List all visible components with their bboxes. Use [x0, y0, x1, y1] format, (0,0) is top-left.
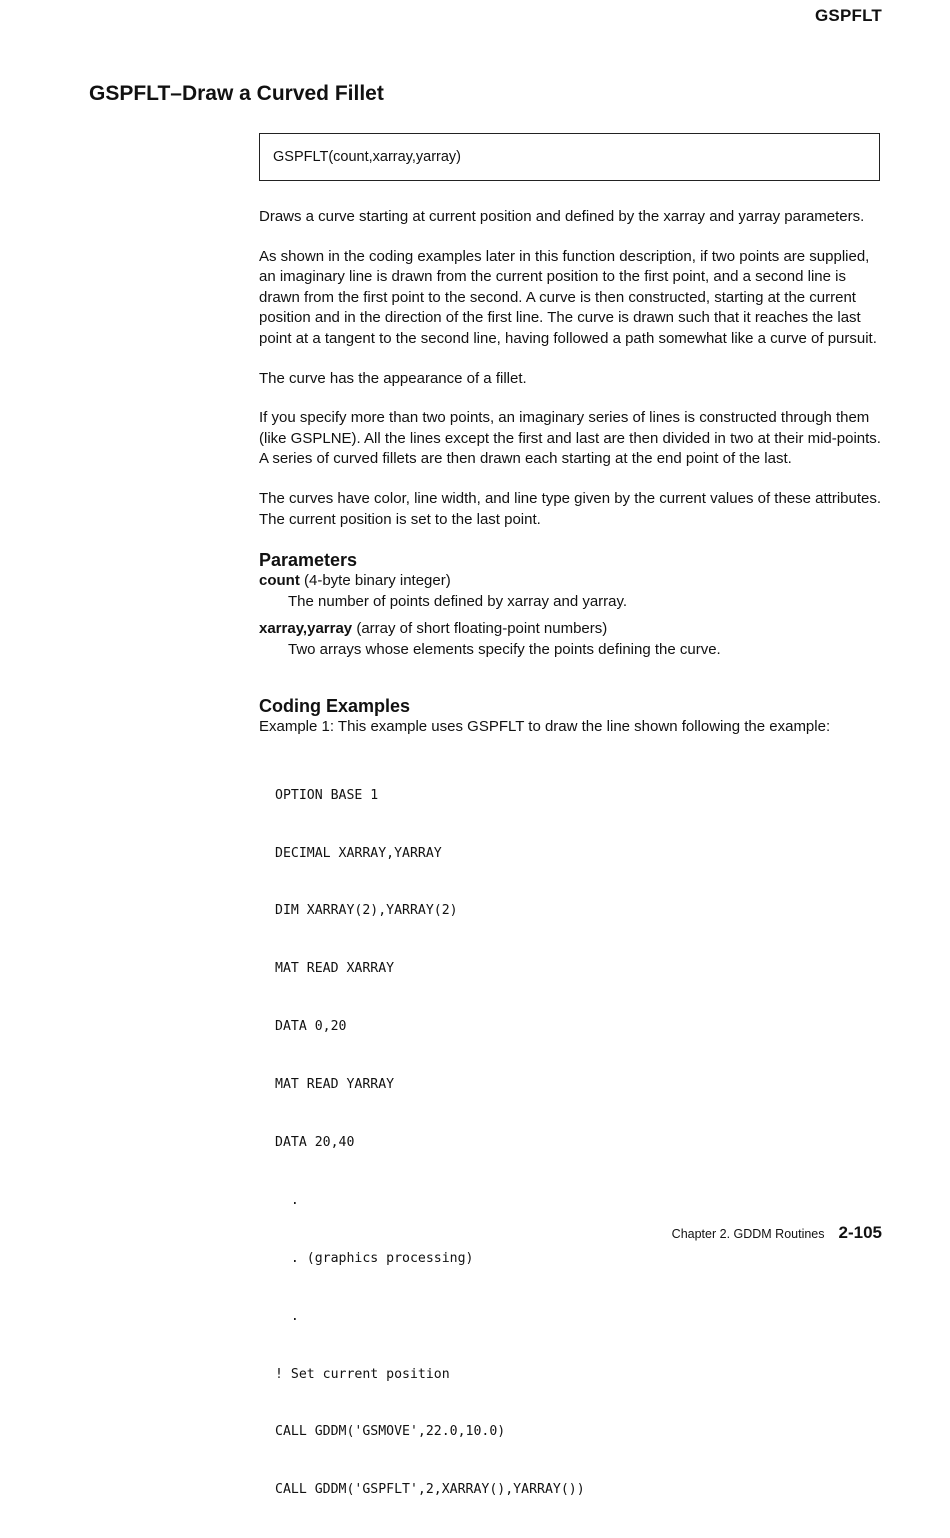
- example-intro: Example 1: This example uses GSPFLT to draw the line shown following the example:: [259, 717, 831, 735]
- code-line: CALL GDDM('GSPFLT',2,XARRAY(),YARRAY()): [275, 1482, 585, 1498]
- paragraph: Draws a curve starting at current position and defined by the xarray and yarray parameters.: [259, 208, 865, 225]
- code-line: DATA 20,40: [275, 1135, 355, 1151]
- document-body: [259, 207, 883, 1538]
- page-footer: [672, 1223, 882, 1243]
- code-line: . (graphics processing): [275, 1250, 474, 1266]
- code-line: OPTION BASE 1: [275, 787, 379, 803]
- paragraph: The curves have color, line width, and line type given by the current values of these attributes. The current position is set to the last point.: [259, 489, 882, 528]
- syntax-box: [259, 133, 880, 181]
- paragraph: As shown in the coding examples later in this function description, if two points are supplied, an imaginary line is drawn from the current position to the first point, and a second line is drawn from the first point to the second. A curve is then constructed, starting at the current position and in the direction of the first line. The curve is drawn such that it reaches the last point at a tangent to the second line, having followed a path somewhat like a curve of pursuit.: [259, 247, 877, 347]
- parameter-type: (array of short floating-point numbers): [352, 620, 608, 638]
- footer-chapter: Chapter 2. GDDM Routines: [671, 1227, 825, 1241]
- code-line: .: [275, 1308, 299, 1324]
- page-title: GSPFLT–Draw a Curved Fillet: [89, 82, 384, 105]
- parameter-type: (4-byte binary integer): [299, 572, 451, 590]
- code-line: MAT READ YARRAY: [275, 1077, 395, 1093]
- parameter-description: Two arrays whose elements specify the points defining the curve.: [288, 640, 721, 658]
- code-line: CALL GDDM('GSMOVE',22.0,10.0): [275, 1424, 506, 1440]
- running-header: GSPFLT: [815, 6, 882, 25]
- code-line: .: [275, 1192, 299, 1208]
- coding-examples-heading: Coding Examples: [259, 695, 411, 716]
- parameter-description: The number of points defined by xarray and yarray.: [288, 592, 628, 610]
- code-line: DIM XARRAY(2),YARRAY(2): [275, 903, 458, 919]
- parameter-name: xarray,yarray: [259, 620, 353, 638]
- parameters-heading: Parameters: [259, 550, 358, 571]
- syntax-text: GSPFLT(count,xarray,yarray): [273, 149, 462, 165]
- code-line: DECIMAL XARRAY,YARRAY: [275, 845, 442, 861]
- code-line: ! Set current position: [275, 1366, 450, 1382]
- parameter-count: [259, 571, 883, 612]
- page-number: 2-105: [838, 1223, 882, 1242]
- parameter-term: [259, 619, 883, 640]
- parameter-xarray-yarray: [259, 619, 883, 660]
- code-line: MAT READ XARRAY: [275, 961, 395, 977]
- parameter-term: [259, 571, 883, 592]
- code-block: [275, 747, 883, 1538]
- paragraph: If you specify more than two points, an imaginary series of lines is constructed through them (like GSPLNE). All the lines except the first and last are then divided in two at their mid-points. A series of curved fillets are then drawn each starting at the end point of the last.: [259, 409, 881, 468]
- parameter-name: count: [259, 572, 300, 590]
- paragraph: The curve has the appearance of a fillet.: [259, 369, 527, 387]
- code-line: DATA 0,20: [275, 1019, 347, 1035]
